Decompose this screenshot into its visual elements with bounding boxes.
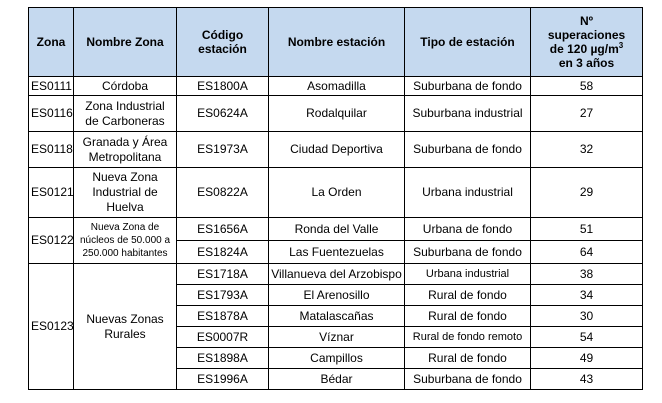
- station-type: Suburbana industrial: [405, 96, 531, 132]
- station-type: Rural de fondo: [405, 306, 531, 327]
- zone-code: ES0111: [29, 77, 74, 96]
- zone-code: ES0123: [29, 264, 74, 390]
- station-code: ES1656A: [177, 218, 269, 241]
- station-name: Víznar: [269, 327, 405, 348]
- zone-name-line: núcleos de 50.000 a: [79, 235, 171, 246]
- zone-name: [74, 132, 177, 168]
- station-code: ES1793A: [177, 285, 269, 306]
- station-name: Asomadilla: [269, 77, 405, 96]
- exceedance-count: 29: [531, 168, 643, 218]
- station-code: ES1718A: [177, 264, 269, 285]
- zone-name-line: Granada y Área: [82, 134, 168, 149]
- zone-name-line: 250.000 habitantes: [82, 248, 168, 259]
- header-sup-line4: en 3 años: [558, 56, 615, 70]
- zone-name-line: Córdoba: [101, 78, 149, 93]
- table-body: [29, 77, 643, 390]
- table-row: [29, 218, 643, 241]
- exceedance-count: 30: [531, 306, 643, 327]
- zone-name: [74, 77, 177, 96]
- station-name: Ciudad Deportiva: [269, 132, 405, 168]
- header-tipo-estacion: Tipo de estación: [405, 8, 531, 77]
- header-sup-line1: Nº: [579, 14, 594, 28]
- exceedance-count: 64: [531, 241, 643, 264]
- zone-name: [74, 96, 177, 132]
- station-type: Urbana industrial: [405, 264, 531, 285]
- station-name: La Orden: [269, 168, 405, 218]
- exceedance-count: 49: [531, 348, 643, 369]
- zone-name-line: Industrial de: [92, 185, 158, 199]
- station-type: Rural de fondo: [405, 348, 531, 369]
- exceedance-count: 38: [531, 264, 643, 285]
- table-row: [29, 132, 643, 168]
- station-name: Matalascañas: [269, 306, 405, 327]
- header-zona: Zona: [29, 8, 74, 77]
- station-code: ES1878A: [177, 306, 269, 327]
- station-name: Rodalquilar: [269, 96, 405, 132]
- station-name: Campillos: [269, 348, 405, 369]
- header-sup-line2: superaciones: [547, 28, 626, 42]
- station-code: ES0007R: [177, 327, 269, 348]
- exceedance-count: 34: [531, 285, 643, 306]
- station-code: ES1996A: [177, 369, 269, 390]
- zone-code: ES0118: [29, 132, 74, 168]
- zone-name-line: Nuevas Zonas: [86, 311, 164, 326]
- exceedance-count: 51: [531, 218, 643, 241]
- zone-code: ES0122: [29, 218, 74, 264]
- table-row: [29, 264, 643, 285]
- table-row: [29, 77, 643, 96]
- station-type: Suburbana de fondo: [405, 369, 531, 390]
- zone-name-line: Nueva Zona: [92, 170, 158, 184]
- header-superaciones: [531, 8, 643, 77]
- station-type: Suburbana de fondo: [405, 241, 531, 264]
- station-code: ES0822A: [177, 168, 269, 218]
- header-nombre-estacion: Nombre estación: [269, 8, 405, 77]
- station-code: ES1898A: [177, 348, 269, 369]
- station-name: Ronda del Valle: [269, 218, 405, 241]
- station-name: Villanueva del Arzobispo: [269, 264, 405, 285]
- station-code: ES1824A: [177, 241, 269, 264]
- station-code: ES1800A: [177, 77, 269, 96]
- station-type: Urbana de fondo: [405, 218, 531, 241]
- zone-name-line: Metropolitana: [88, 149, 162, 164]
- station-type: Urbana industrial: [405, 168, 531, 218]
- zone-name-line: de Carboneras: [85, 113, 165, 128]
- station-type: Suburbana de fondo: [405, 132, 531, 168]
- header-nombre-zona: Nombre Zona: [74, 8, 177, 77]
- station-code: ES1973A: [177, 132, 269, 168]
- zone-name: [74, 218, 177, 264]
- station-type: Rural de fondo remoto: [405, 327, 531, 348]
- exceedance-count: 43: [531, 369, 643, 390]
- zone-name-line: Zona Industrial: [85, 98, 165, 113]
- zone-name: [74, 168, 177, 218]
- station-type: Suburbana de fondo: [405, 77, 531, 96]
- header-sup-exponent: 3: [618, 41, 624, 50]
- exceedance-count: 58: [531, 77, 643, 96]
- station-code: ES0624A: [177, 96, 269, 132]
- table-row: [29, 168, 643, 218]
- station-type: Rural de fondo: [405, 285, 531, 306]
- zone-name-line: Rurales: [104, 326, 146, 341]
- exceedance-count: 54: [531, 327, 643, 348]
- header-row: [29, 8, 643, 77]
- station-name: Las Fuentezuelas: [269, 241, 405, 264]
- zone-name: [74, 264, 177, 390]
- station-name: Bédar: [269, 369, 405, 390]
- header-sup-line3: de 120 µg/m: [549, 42, 619, 56]
- zone-name-line: Huelva: [106, 200, 144, 214]
- exceedance-count: 32: [531, 132, 643, 168]
- zone-code: ES0116: [29, 96, 74, 132]
- header-codigo-estacion: Código estación: [177, 8, 269, 77]
- ozone-exceedances-table: [28, 7, 643, 390]
- station-name: El Arenosillo: [269, 285, 405, 306]
- exceedance-count: 27: [531, 96, 643, 132]
- table-row: [29, 96, 643, 132]
- zone-code: ES0121: [29, 168, 74, 218]
- zone-name-line: Nueva Zona de: [90, 222, 160, 233]
